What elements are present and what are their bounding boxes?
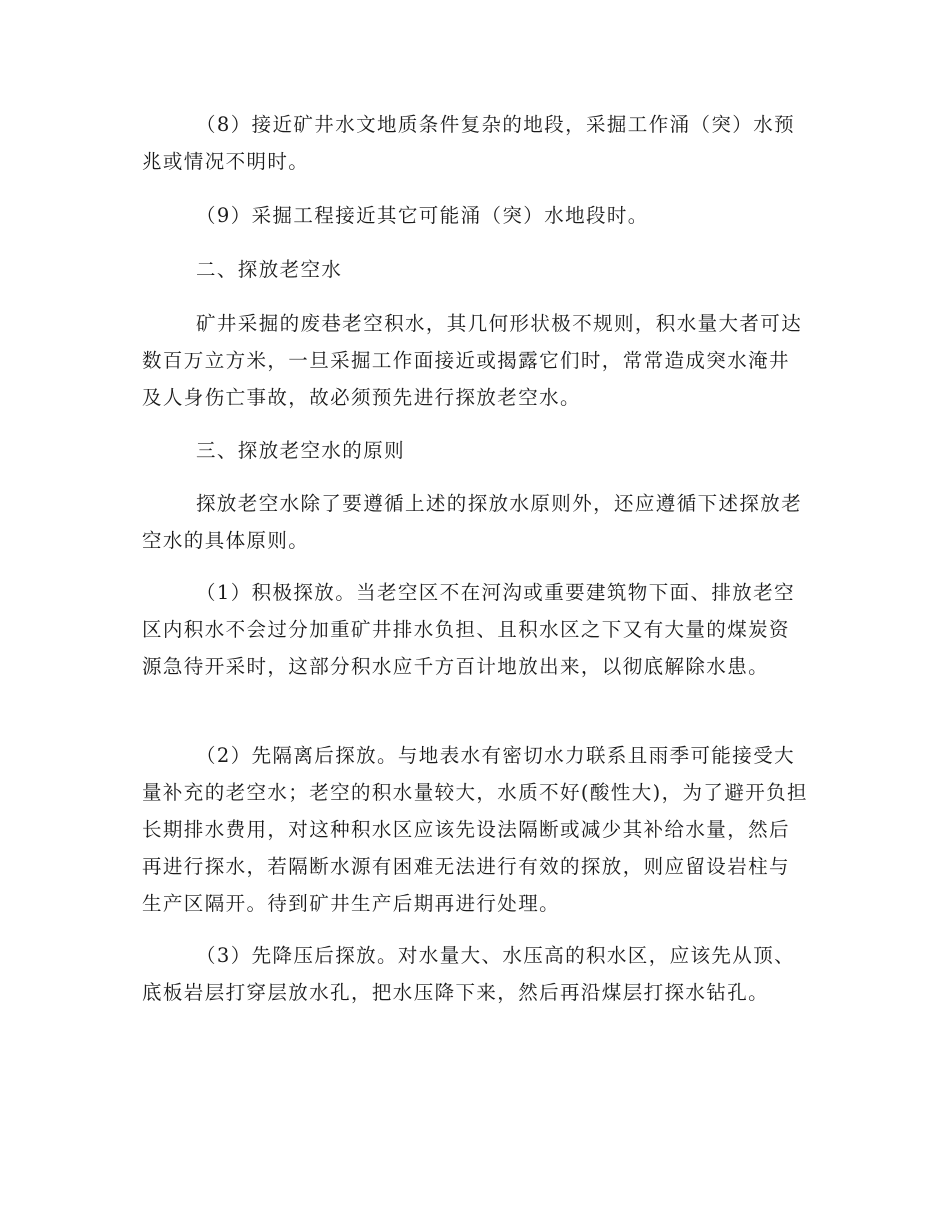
section-heading-2: 二、探放老空水 bbox=[196, 258, 343, 281]
paragraph-principles-intro: 探放老空水除了要遵循上述的探放水原则外，还应遵循下述探放老空水的具体原则。 bbox=[142, 492, 803, 552]
paragraph-principle-2: （2）先隔离后探放。与地表水有密切水力联系且雨季可能接受大量补充的老空水；老空的积水量较大，水质不好(酸性大)，为了避开负担长期排水费用，对这种积水区应该先设法隔断或减少其补给水量，然后再进行探水，若隔断水源有困难无法进行有效的探放，则应留设岩柱与生产区隔开。待到矿井生产后期再进行处理。 bbox=[142, 744, 808, 915]
paragraph-principle-3: （3）先降压后探放。对水量大、水压高的积水区，应该先从顶、底板岩层打穿层放水孔，把水压降下来，然后再沿煤层打探水钻孔。 bbox=[142, 944, 796, 1004]
paragraph-principle-1: （1）积极探放。当老空区不在河沟或重要建筑物下面、排放老空区内积水不会过分加重矿井排水负担、且积水区之下又有大量的煤炭资源急待开采时，这部分积水应千方百计地放出来，以彻底解除水患。 bbox=[142, 581, 796, 678]
paragraph-item-9: （9）采掘工程接近其它可能涌（突）水地段时。 bbox=[196, 204, 649, 227]
section-heading-3: 三、探放老空水的原则 bbox=[196, 439, 406, 462]
paragraph-old-water-intro: 矿井采掘的废巷老空积水，其几何形状极不规则，积水量大者可达数百万立方米，一旦采掘工作面接近或揭露它们时，常常造成突水淹井及人身伤亡事故，故必须预先进行探放老空水。 bbox=[142, 312, 803, 409]
paragraph-item-8: （8）接近矿井水文地质条件复杂的地段，采掘工作涌（突）水预兆或情况不明时。 bbox=[142, 113, 796, 173]
